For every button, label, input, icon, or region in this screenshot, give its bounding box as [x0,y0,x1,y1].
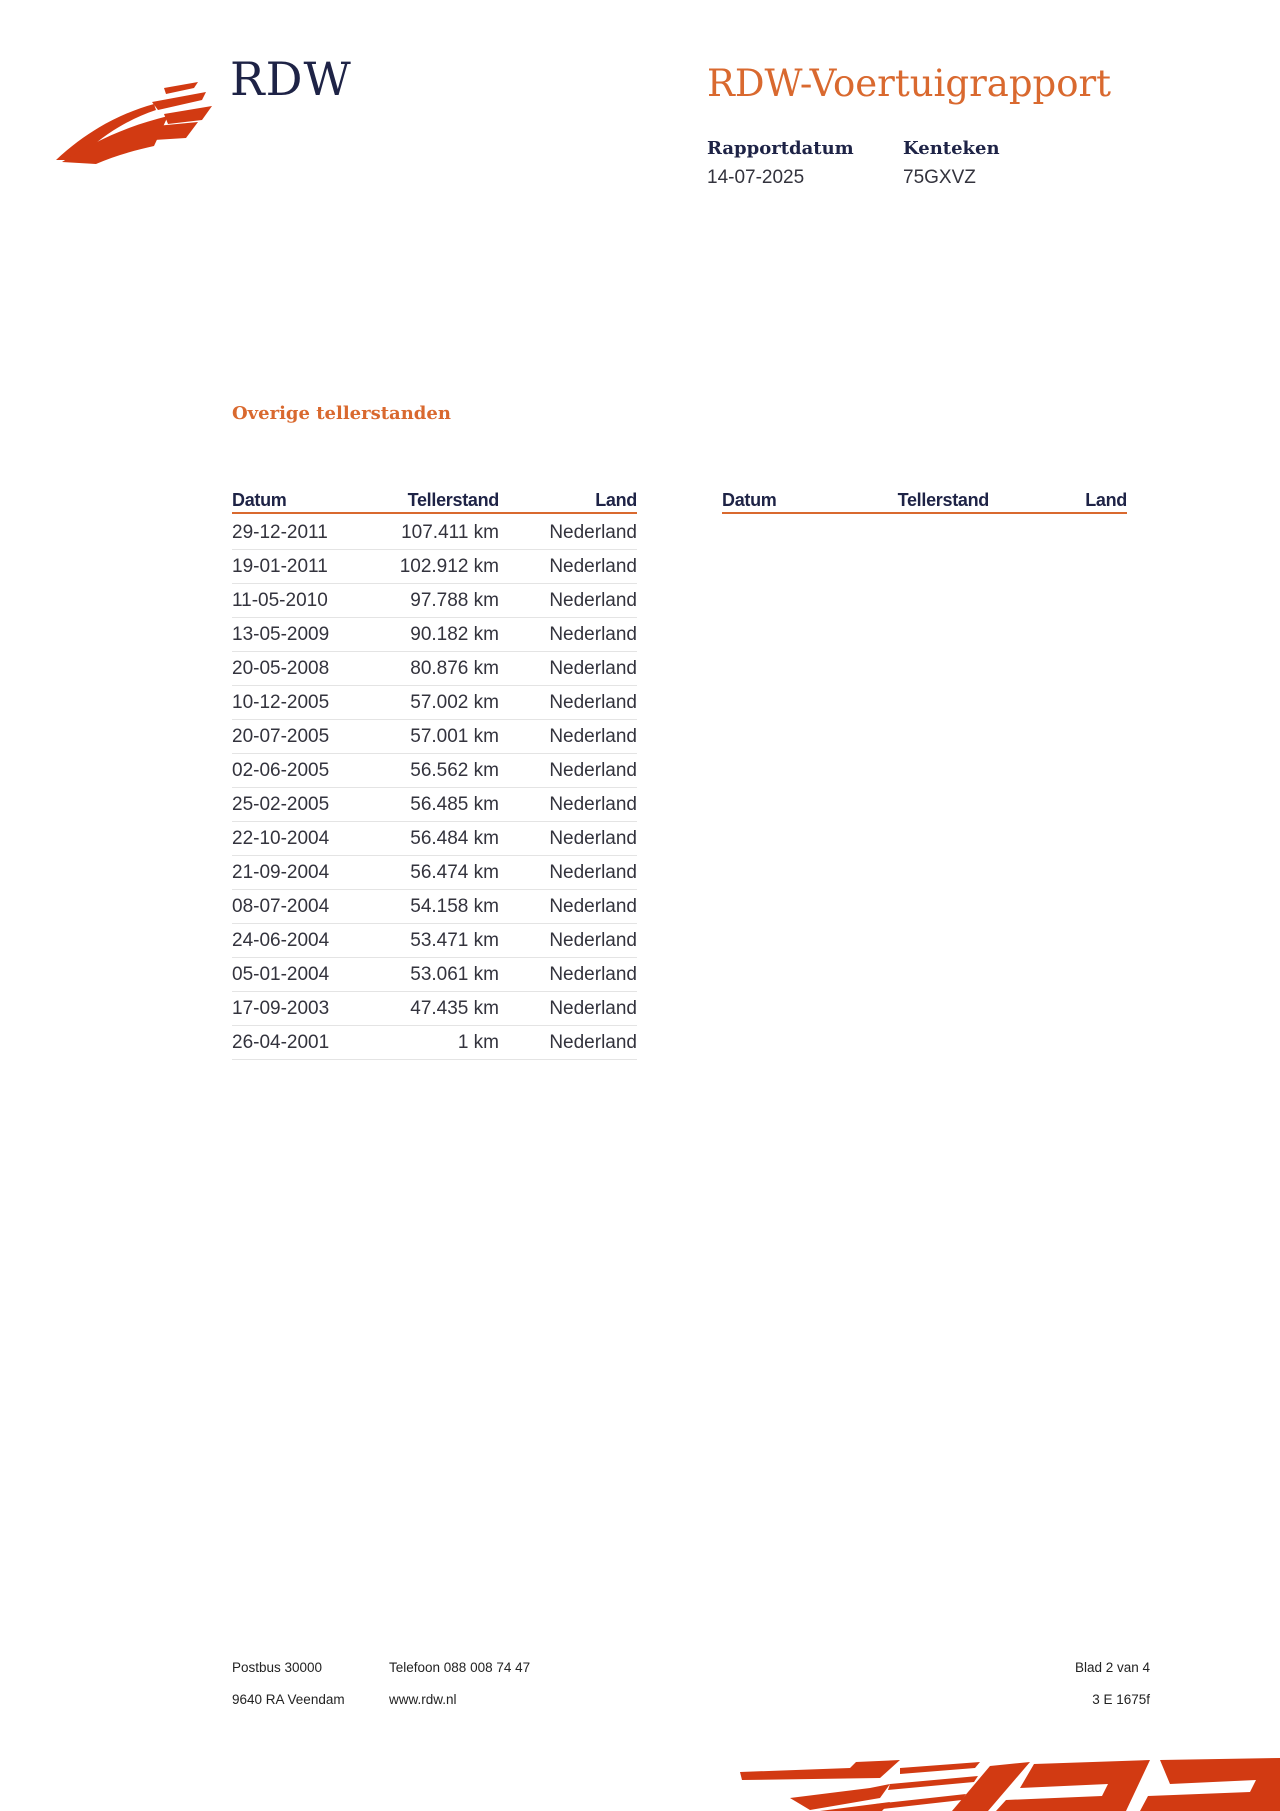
cell-date: 13-05-2009 [232,623,330,645]
cell-country: Nederland [549,895,637,917]
cell-date: 11-05-2010 [232,589,328,611]
footer-page-number: Blad 2 van 4 [1074,1660,1150,1675]
table-header [232,488,637,514]
footer-document-code: 3 E 1675f [1092,1692,1150,1707]
cell-reading: 57.002 km [410,691,499,713]
cell-date: 20-05-2008 [232,657,330,679]
cell-date: 29-12-2011 [232,521,328,543]
cell-country: Nederland [549,555,637,577]
cell-reading: 56.474 km [410,861,499,883]
cell-reading: 107.411 km [401,521,499,543]
header-country: Land [1085,490,1127,510]
cell-country: Nederland [549,725,637,747]
table-row [232,686,637,720]
cell-reading: 97.788 km [410,589,499,611]
section-title: Overige tellerstanden [232,403,451,424]
cell-country: Nederland [549,759,637,781]
rdw-stripes-decoration [730,1758,1280,1811]
cell-reading: 102.912 km [399,555,499,577]
header-country: Land [595,490,637,510]
cell-country: Nederland [549,827,637,849]
table-row [232,652,637,686]
table-row [232,516,637,550]
cell-country: Nederland [549,1031,637,1053]
table-row [232,958,637,992]
table-row [232,1026,637,1060]
table-row [232,550,637,584]
cell-country: Nederland [549,691,637,713]
cell-date: 02-06-2005 [232,759,330,781]
cell-country: Nederland [549,623,637,645]
cell-date: 08-07-2004 [232,895,330,917]
table-row [232,924,637,958]
table-row [232,890,637,924]
cell-date: 26-04-2001 [232,1031,330,1053]
footer-phone: Telefoon 088 008 74 47 [389,1660,531,1675]
table-row [232,754,637,788]
cell-reading: 80.876 km [410,657,499,679]
footer-address: 9640 RA Veendam [232,1692,345,1707]
cell-date: 17-09-2003 [232,997,330,1019]
table-rows [232,514,637,1060]
report-date-block [707,138,854,189]
table-row [232,992,637,1026]
cell-country: Nederland [549,521,637,543]
logo-text: RDW [230,52,352,106]
cell-country: Nederland [549,657,637,679]
table-row [232,584,637,618]
cell-country: Nederland [549,929,637,951]
cell-date: 19-01-2011 [232,555,328,577]
cell-reading: 56.485 km [410,793,499,815]
cell-country: Nederland [549,793,637,815]
cell-reading: 54.158 km [410,895,499,917]
cell-country: Nederland [549,997,637,1019]
header-reading: Tellerstand [407,490,499,510]
cell-country: Nederland [549,963,637,985]
header-date: Datum [722,490,777,510]
report-title: RDW-Voertuigrapport [707,62,1112,105]
cell-reading: 90.182 km [410,623,499,645]
footer-postbus: Postbus 30000 [232,1660,323,1675]
table-header [722,488,1127,514]
cell-reading: 57.001 km [410,725,499,747]
plate-value: 75GXVZ [903,167,976,188]
table-row [232,618,637,652]
report-date-label: Rapportdatum [707,138,854,159]
report-date-value: 14-07-2025 [707,167,805,188]
header-date: Datum [232,490,287,510]
cell-date: 10-12-2005 [232,691,330,713]
cell-date: 25-02-2005 [232,793,330,815]
cell-date: 24-06-2004 [232,929,330,951]
footer-website[interactable]: www.rdw.nl [389,1692,457,1707]
table-row [232,720,637,754]
cell-date: 22-10-2004 [232,827,330,849]
table-row [232,788,637,822]
odometer-table-right [722,488,1127,514]
plate-label: Kenteken [903,138,1000,159]
cell-reading: 53.061 km [410,963,499,985]
odometer-table-left [232,488,637,1060]
plate-block [903,138,1000,189]
cell-date: 21-09-2004 [232,861,330,883]
cell-reading: 56.484 km [410,827,499,849]
cell-country: Nederland [549,589,637,611]
cell-date: 20-07-2005 [232,725,330,747]
cell-reading: 53.471 km [410,929,499,951]
header-reading: Tellerstand [897,490,989,510]
cell-country: Nederland [549,861,637,883]
cell-reading: 56.562 km [410,759,499,781]
table-row [232,856,637,890]
table-row [232,822,637,856]
cell-reading: 47.435 km [410,997,499,1019]
rdw-bird-logo-icon [56,80,212,164]
cell-date: 05-01-2004 [232,963,330,985]
cell-reading: 1 km [457,1031,499,1053]
